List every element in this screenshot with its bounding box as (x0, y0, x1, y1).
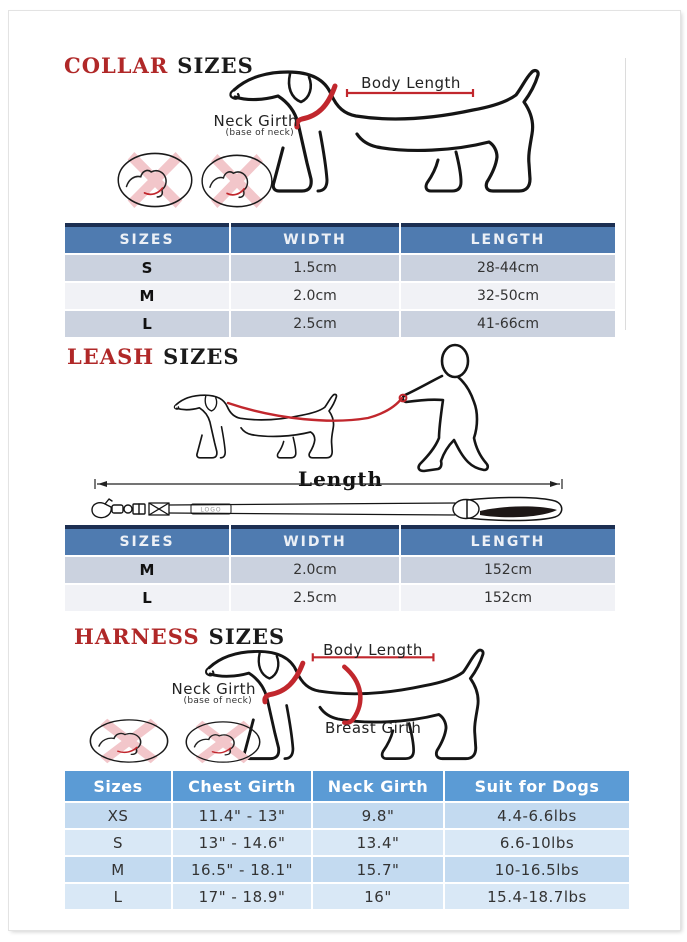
no-harness-icon-1 (90, 720, 167, 762)
cell: M (65, 283, 229, 309)
cell: 15.4-18.7lbs (445, 884, 629, 909)
cell: 16" (313, 884, 443, 909)
collar-neck-girth-label: Neck Girth (213, 112, 298, 130)
cell: 17" - 18.9" (173, 884, 311, 909)
leash-walk-diagram (148, 340, 528, 475)
leash-line (228, 398, 402, 421)
table-row (65, 311, 615, 337)
harness-title-black: SIZES (208, 624, 286, 649)
prohibited-collar-position-icons (114, 150, 278, 216)
cell: 2.0cm (231, 557, 399, 583)
leash-length-label: Length (298, 467, 384, 491)
leash-clasp (92, 499, 145, 518)
leash-col-length: LENGTH (401, 525, 615, 555)
person-walking-outline (403, 345, 488, 471)
cell: M (65, 857, 171, 882)
leash-adjuster-buckle (149, 503, 169, 515)
table-row (65, 830, 629, 855)
leash-handle (453, 497, 562, 520)
cell: 28-44cm (401, 255, 615, 281)
harness-col-chest: Chest Girth (173, 771, 311, 801)
harness-col-sizes: Sizes (65, 771, 171, 801)
collar-body-length-label: Body Length (361, 74, 461, 92)
cell: 152cm (401, 585, 615, 611)
prohibited-harness-position-icons (86, 716, 272, 768)
cell: 9.8" (313, 803, 443, 828)
cell: 152cm (401, 557, 615, 583)
arrow-left (98, 481, 107, 487)
cell: 13.4" (313, 830, 443, 855)
cell: 13" - 14.6" (173, 830, 311, 855)
leash-title-red: LEASH (67, 344, 155, 369)
cell: 32-50cm (401, 283, 615, 309)
leash-dog-outline (174, 394, 336, 457)
cell: S (65, 830, 171, 855)
cell: 4.4-6.6lbs (445, 803, 629, 828)
cell: 11.4" - 13" (173, 803, 311, 828)
cell: 2.0cm (231, 283, 399, 309)
harness-neck-girth-sublabel: (base of neck) (183, 696, 252, 706)
arrow-right (550, 481, 559, 487)
cell: 6.6-10lbs (445, 830, 629, 855)
cell: 2.5cm (231, 585, 399, 611)
collar-col-width: WIDTH (231, 223, 399, 253)
harness-title-red: HARNESS (74, 624, 200, 649)
table-row (65, 803, 629, 828)
logo-text: LOGO (200, 506, 222, 514)
cell: 2.5cm (231, 311, 399, 337)
cell: L (65, 311, 229, 337)
collar-col-length: LENGTH (401, 223, 615, 253)
no-collar-icon-1 (118, 153, 192, 206)
table-row (65, 283, 615, 309)
image-edge-artifact (625, 58, 626, 330)
harness-neck-girth-label: Neck Girth (171, 680, 256, 698)
harness-size-table (63, 769, 631, 911)
cell: S (65, 255, 229, 281)
harness-neck-band (265, 663, 303, 702)
cell: 41-66cm (401, 311, 615, 337)
cell: 10-16.5lbs (445, 857, 629, 882)
leash-size-table (63, 523, 617, 613)
harness-body-length-label: Body Length (323, 641, 423, 659)
handle-padding (480, 506, 557, 517)
collar-neck-girth-sublabel: (base of neck) (225, 128, 294, 138)
leash-title-black: SIZES (163, 344, 240, 369)
leash-product-diagram (85, 477, 577, 523)
leash-col-width: WIDTH (231, 525, 399, 555)
table-row (65, 557, 615, 583)
harness-col-suit: Suit for Dogs (445, 771, 629, 801)
collar-size-table (63, 221, 617, 339)
table-row (65, 884, 629, 909)
length-measure-line (95, 479, 562, 489)
table-row (65, 255, 615, 281)
no-collar-icon-2 (202, 155, 272, 206)
cell: XS (65, 803, 171, 828)
cell: 16.5" - 18.1" (173, 857, 311, 882)
cell: M (65, 557, 229, 583)
harness-breast-girth-label: Breast Girth (325, 719, 422, 737)
cell: L (65, 585, 229, 611)
collar-title-black: SIZES (177, 53, 254, 78)
no-harness-icon-2 (186, 722, 260, 762)
cell: 15.7" (313, 857, 443, 882)
leash-col-sizes: SIZES (65, 525, 229, 555)
table-row (65, 585, 615, 611)
collar-col-sizes: SIZES (65, 223, 229, 253)
cell: 1.5cm (231, 255, 399, 281)
cell: L (65, 884, 171, 909)
table-row (65, 857, 629, 882)
collar-title-red: COLLAR (64, 53, 169, 78)
harness-col-neck: Neck Girth (313, 771, 443, 801)
